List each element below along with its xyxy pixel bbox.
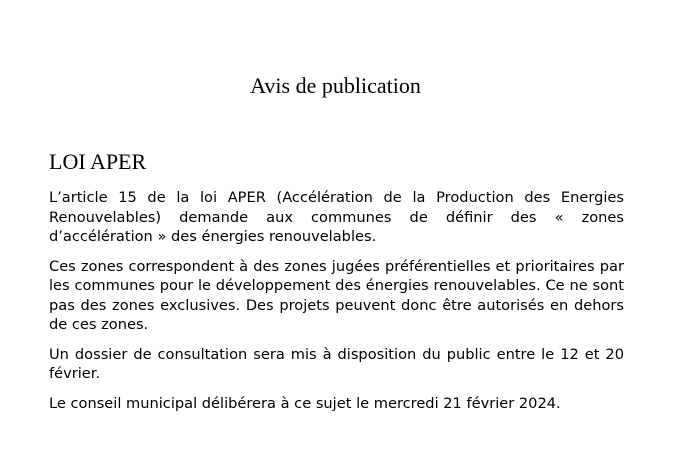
paragraph-article-15: L’article 15 de la loi APER (Accélération de la Production des Energies Renouvelables) demande aux communes de définir des « zones d’accélération » des énergies renouvelables. [49, 189, 624, 245]
page-title: Avis de publication [250, 73, 421, 98]
paragraph-council: Le conseil municipal délibérera à ce sujet le mercredi 21 février 2024. [49, 394, 561, 412]
section-heading: LOI APER [49, 149, 147, 174]
document-body [49, 188, 624, 423]
paragraph-zones: Ces zones correspondent à des zones jugées préférentielles et prioritaires par les communes pour le développement des énergies renouvelables. Ce ne sont pas des zones exclusives. Des projets peuvent donc être autorisés en dehors de ces zones. [49, 257, 624, 333]
paragraph-consultation: Un dossier de consultation sera mis à disposition du public entre le 12 et 20 février. [49, 345, 624, 382]
